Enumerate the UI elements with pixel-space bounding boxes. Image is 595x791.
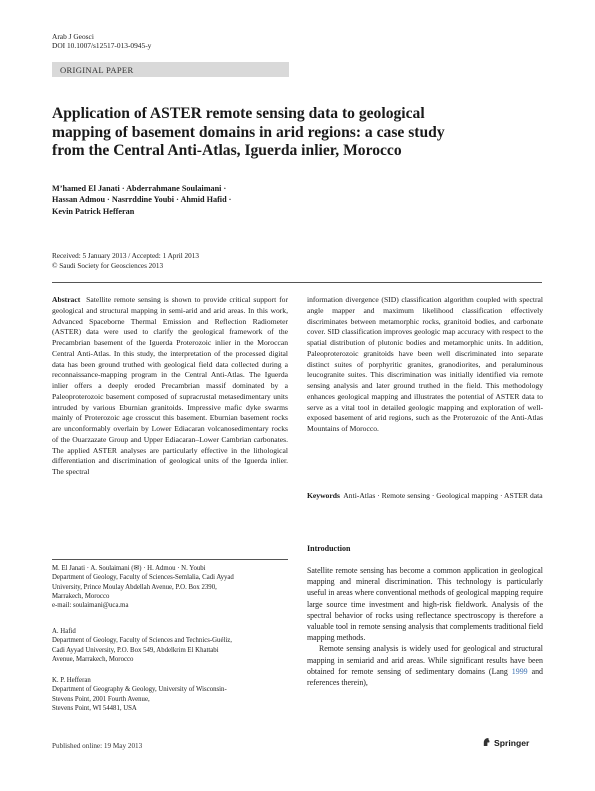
journal-name: Arab J Geosci xyxy=(52,32,94,41)
article-type-banner xyxy=(52,62,289,77)
title-line: mapping of basement domains in arid regions: a case study xyxy=(52,123,445,141)
abstract-left xyxy=(52,295,288,478)
published-online: Published online: 19 May 2013 xyxy=(52,742,143,750)
publication-dates xyxy=(52,252,199,271)
footnote-divider xyxy=(52,559,288,560)
author-line: Hassan Admou · Nasrrddine Youbi · Ahmid Hafid · xyxy=(52,195,232,205)
affiliation-line: Department of Geology, Faculty of Sciences-Semlalia, Cadi Ayyad xyxy=(52,574,234,582)
intro-paragraph-1: Satellite remote sensing has become a common application in geological mapping and mineral discrimination. This technology is particularly useful in areas where conventional methods of geological mapping require large source time investment and high-risk fieldwork. Analysis of the spectral behavior of rocks using reflectance spectroscopy is therefore a valuable tool in remote sensing analysis that complements traditional field mapping methods. xyxy=(307,566,543,643)
affiliation-names: A. Hafid xyxy=(52,628,76,635)
affiliation-names: K. P. Hefferan xyxy=(52,677,91,684)
doi[interactable]: DOI 10.1007/s12517-013-0945-y xyxy=(52,41,152,51)
article-type-label: ORIGINAL PAPER xyxy=(60,65,134,75)
journal-header xyxy=(52,32,151,50)
author-list xyxy=(52,183,392,217)
affiliation-line: Department of Geology, Faculty of Sciences and Technics-Guéliz, xyxy=(52,637,232,645)
received-accepted: Received: 5 January 2013 / Accepted: 1 April 2013 xyxy=(52,252,199,260)
publisher-name: Springer xyxy=(494,738,530,748)
citation-link[interactable]: 1999 xyxy=(511,666,528,676)
keywords-text: Anti-Atlas · Remote sensing · Geological mapping · ASTER data xyxy=(343,491,543,500)
title-line: from the Central Anti-Atlas, Iguerda inlier, Morocco xyxy=(52,142,402,160)
intro-paragraph-2 xyxy=(307,643,543,688)
introduction-heading: Introduction xyxy=(307,544,351,553)
header-divider xyxy=(52,282,542,283)
affiliation-line: University, Prince Moulay Abdellah Avenue, P.O. Box 2390, xyxy=(52,583,217,591)
affiliation-block xyxy=(52,627,288,664)
title-line: Application of ASTER remote sensing data to geological xyxy=(52,105,425,122)
affiliation-line: Department of Geography & Geology, University of Wisconsin- xyxy=(52,686,227,694)
intro-p2-text: Remote sensing analysis is widely used for geological and structural mapping in semiarid and arid areas. While significant results have been obtained for remote sensing of sedimentary domains (Lang xyxy=(307,644,543,676)
author-line: M’hamed El Janati · Abderrahmane Soulaimani · xyxy=(52,184,227,193)
intro-p2-tail: and references therein), xyxy=(307,666,543,688)
keywords xyxy=(307,491,543,502)
introduction-body xyxy=(307,565,543,688)
affiliation-line: Stevens Point, WI 54481, USA xyxy=(52,704,137,712)
affiliation-line: Avenue, Marrakech, Morocco xyxy=(52,655,134,663)
affiliation-line: Marrakech, Morocco xyxy=(52,592,110,600)
abstract-text: Satellite remote sensing is shown to provide critical support for geological and structural mapping in semi-arid and arid areas. In this work, Advanced Spaceborne Thermal Emission and Reflection Radiometer (ASTER) data were used to clarify the geological framework of the Precambrian basement of the Iguerda Proterozoic inlier in the Moroccan Central Anti-Atlas. In this study, the interpretation of the processed digital data has been ground truthed with geological field data collected during a reconnaissance-mapping program in the Central Anti-Atlas. The Iguerda inlier offers a deeply eroded Precambrian massif dominated by a Paleoproterozoic basement composed of supracrustal metasedimentary units intruded by various Eburnian granitoids. Impressive mafic dyke swarms mainly of Proterozoic age crosscut this basement. Eburnian basement rocks are unconformably overlain by Lower Ediacaran volcanosedimentary rocks of the Ouarzazate Group and Upper Ediacaran–Lower Cambrian carbonates. The applied ASTER analyses are particularly effective in the lithological differentiation and discrimination of geological units of the Iguerda inlier. The spectral xyxy=(52,295,289,476)
affiliation-line: Cadi Ayyad University, P.O. Box 549, Abdelkrim El Khattabi xyxy=(52,646,219,654)
abstract-continued: information divergence (SID) classification algorithm coupled with spectral angle mapper and maximum likelihood classification effectively discriminates between metamorphic rocks, granitoid bodies, and carbonate cover. SID classification improves geologic map accuracy with respect to the spatial distribution of plutonic bodies and metamorphic units. In addition, Paleoproterozoic granitoids have been well discriminated into separate distinct suites of porphyritic granites, granodiorites, and peraluminous leucogranite suites. This discrimination was initially identified via remote sensing analysis and later ground truthed in the field. This methodology enhances geological mapping and illustrates the potential of ASTER data to serve as a vital tool in detailed geologic mapping and exploration of well-exposed basement of arid regions, such as the Proterozoic of the Anti-Atlas Mountains of Morocco. xyxy=(307,295,543,433)
abstract-right xyxy=(307,295,543,435)
affiliation-block xyxy=(52,676,288,713)
affiliation-names: M. El Janati · A. Soulaimani (✉) · H. Admou · N. Youbi xyxy=(52,565,206,572)
affiliation-line: Stevens Point, 2001 Fourth Avenue, xyxy=(52,695,150,703)
springer-horse-icon xyxy=(482,737,491,747)
publisher-logo xyxy=(482,737,529,748)
paper-title xyxy=(52,105,532,161)
copyright-notice: © Saudi Society for Geosciences 2013 xyxy=(52,261,164,270)
affiliation-block xyxy=(52,564,288,610)
email-link[interactable]: e-mail: soulaimani@uca.ma xyxy=(52,602,129,610)
keywords-label: Keywords xyxy=(307,491,340,500)
abstract-label: Abstract xyxy=(52,295,81,304)
author-line: Kevin Patrick Hefferan xyxy=(52,206,135,216)
